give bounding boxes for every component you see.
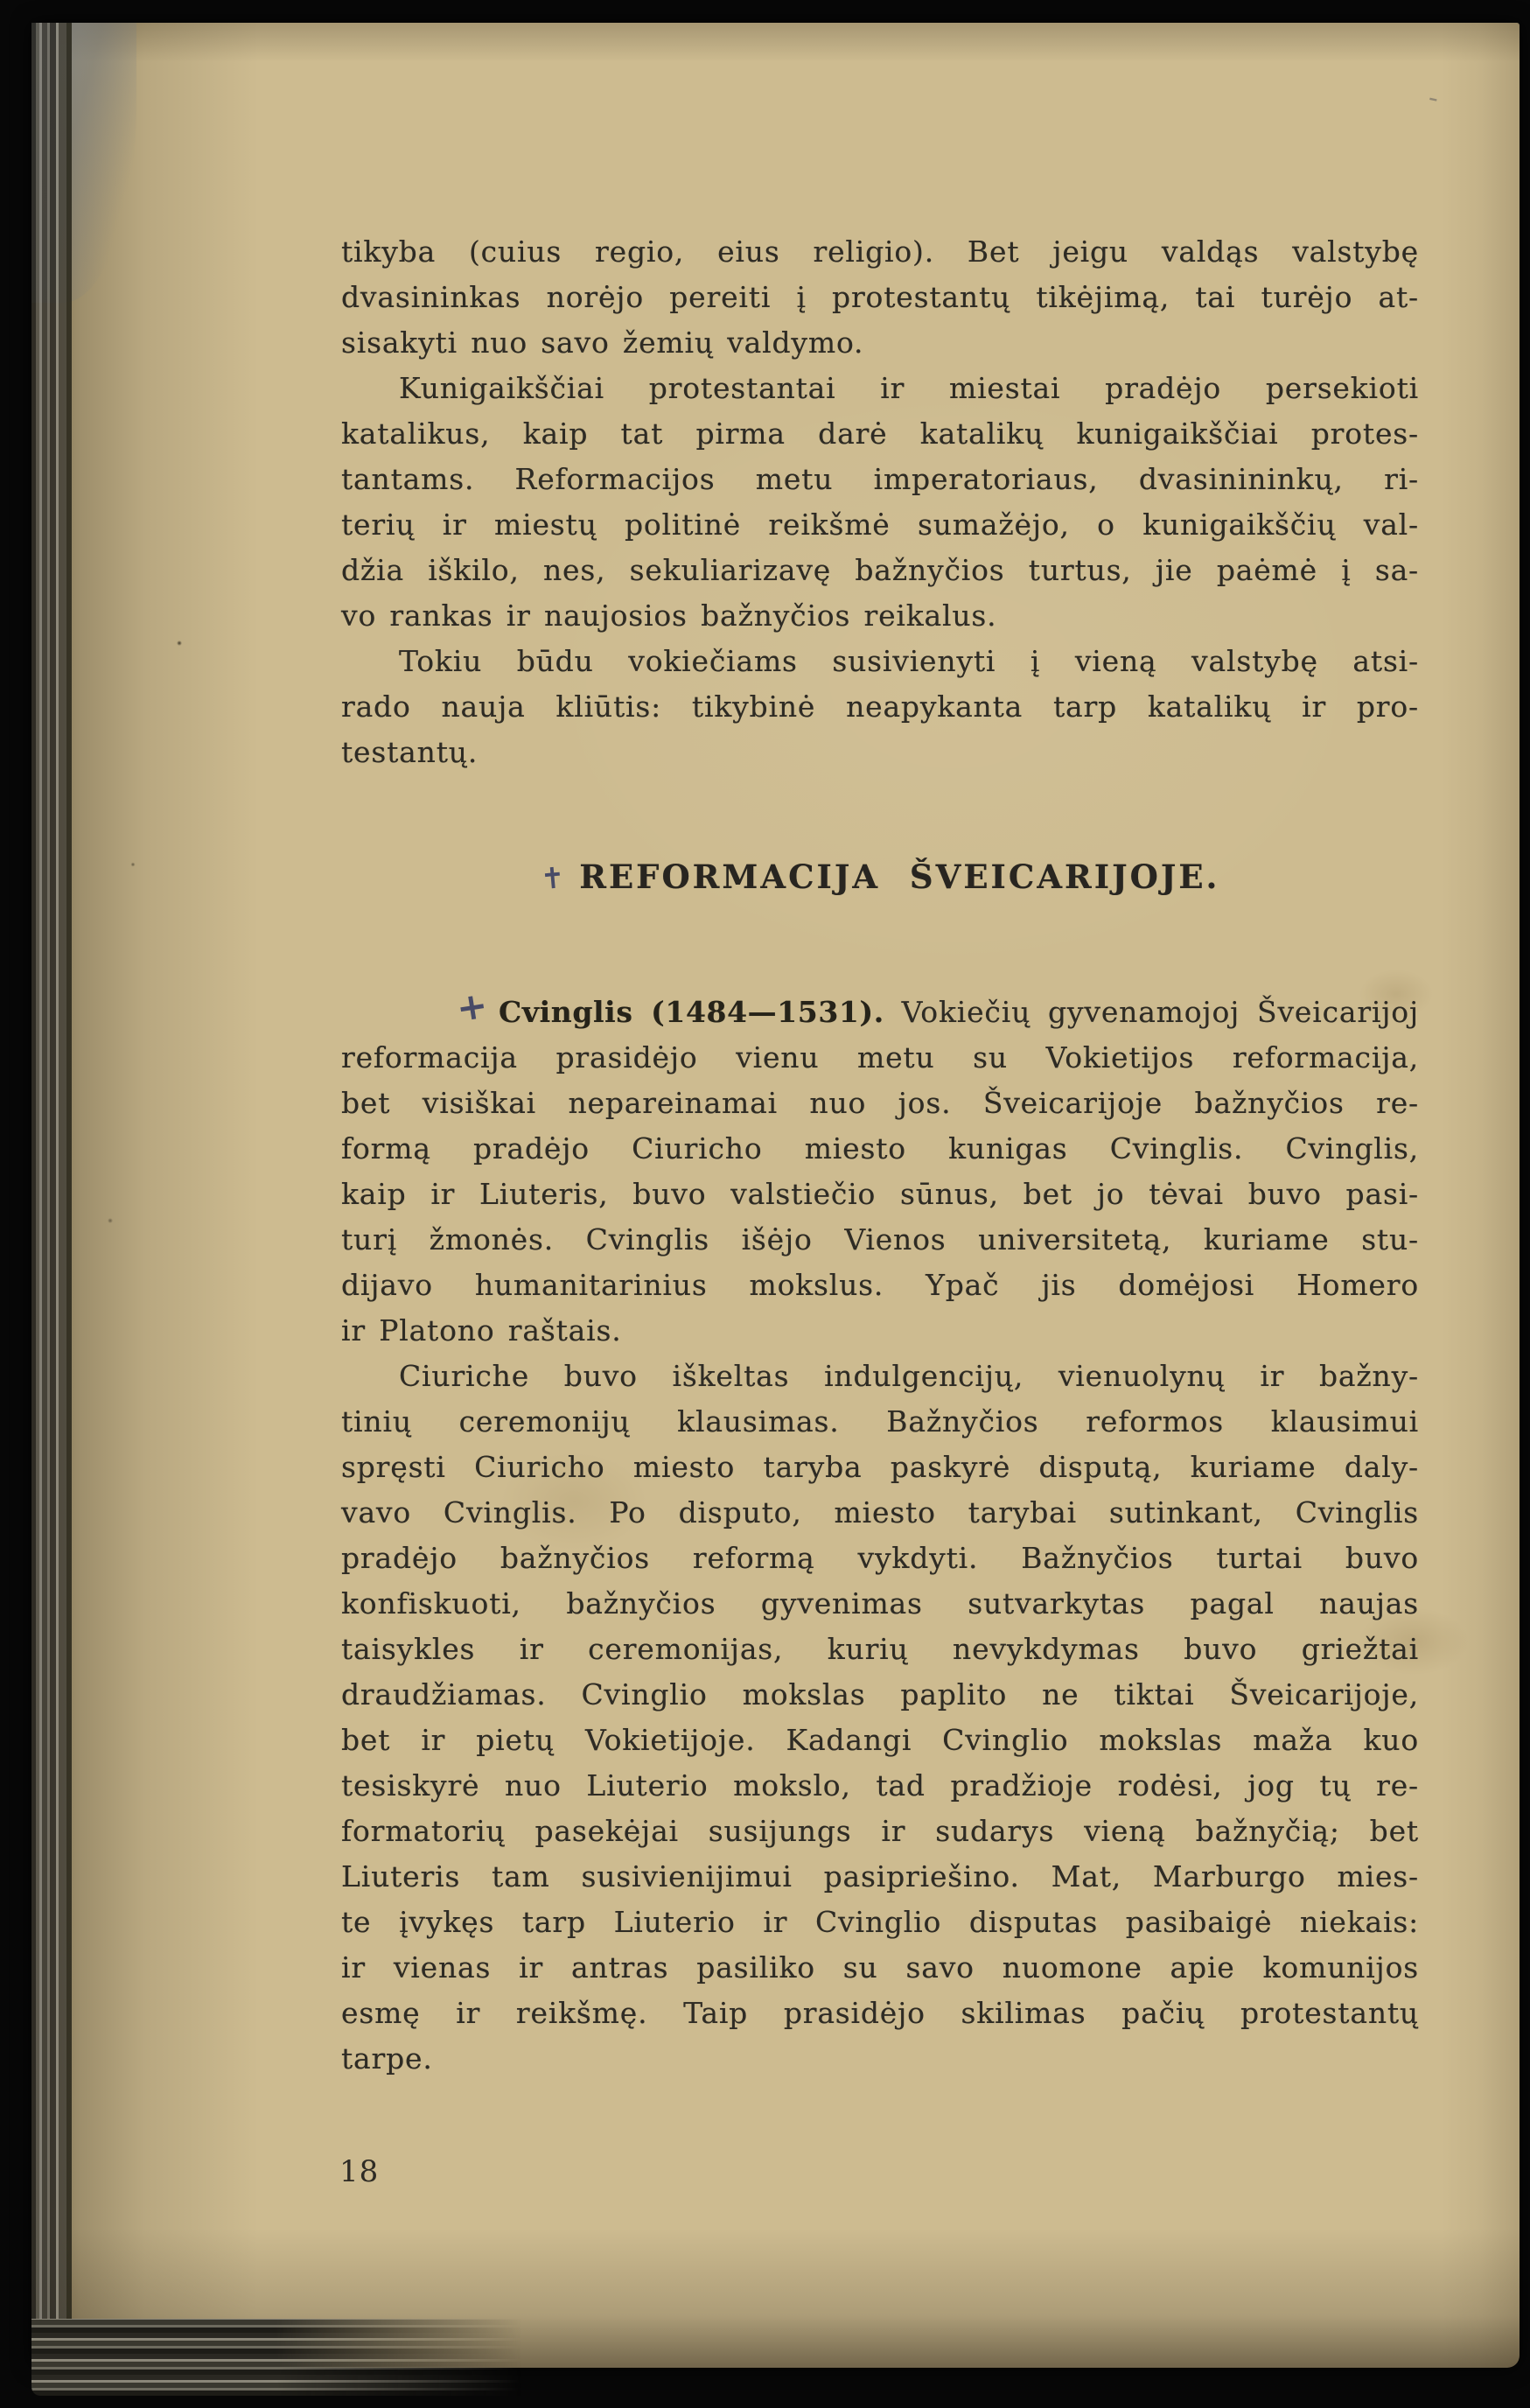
text-line: terių ir miestų politinė reikšmė sumažėjo, o kunigaikščių val- xyxy=(341,508,1419,542)
text-line: turį žmonės. Cvinglis išėjo Vienos universitetą, kuriame stu- xyxy=(341,1222,1419,1256)
text-line: draudžiamas. Cvinglio mokslas paplito ne tiktai Šveicarijoje, xyxy=(341,1677,1419,1712)
text-line: konfiskuoti, bažnyčios gyvenimas sutvarkytas pagal naujas xyxy=(341,1586,1419,1620)
text-line: vo rankas ir naujosios bažnyčios reikalus. xyxy=(341,598,997,633)
text-line: pradėjo bažnyčios reformą vykdyti. Bažnyčios turtai buvo xyxy=(341,1541,1419,1575)
text-line: sisakyti nuo savo žemių valdymo. xyxy=(341,326,864,360)
text-line: te įvykęs tarp Liuterio ir Cvinglio disputas pasibaigė niekais: xyxy=(341,1905,1419,1939)
text-line: ir Platono raštais. xyxy=(341,1313,622,1348)
text-line: Ciuriche buvo iškeltas indulgencijų, vienuolynų ir bažny- xyxy=(399,1359,1419,1393)
bold-term: Cvinglis (1484—1531). xyxy=(499,995,884,1029)
book-page xyxy=(31,23,1520,2368)
text-line: testantų. xyxy=(341,735,479,769)
text-block xyxy=(341,229,1419,2082)
text-line: + Cvinglis (1484—1531). Vokiečių gyvenamojoj Šveicarijoj xyxy=(341,987,1419,1035)
stray-pen-mark: ـ xyxy=(1428,80,1441,108)
text-line: vavo Cvinglis. Po disputo, miesto tarybai sutinkant, Cvinglis xyxy=(341,1495,1419,1530)
text-line: tesiskyrė nuo Liuterio mokslo, tad pradžioje rodėsi, jog tų re- xyxy=(341,1768,1419,1802)
text-line: dvasininkas norėjo pereiti į protestantų tikėjimą, tai turėjo at- xyxy=(341,280,1419,314)
body-text-upper xyxy=(341,229,1419,775)
text-line: rado nauja kliūtis: tikybinė neapykanta tarp katalikų ir pro- xyxy=(341,690,1419,724)
handwritten-cross-icon: ✝ xyxy=(538,859,569,897)
text-line: taisykles ir ceremonijas, kurių nevykdymas buvo griežtai xyxy=(341,1632,1419,1666)
text-line: tantams. Reformacijos metu imperatoriaus, dvasinininkų, ri- xyxy=(341,462,1419,496)
text-line: katalikus, kaip tat pirma darė katalikų kunigaikščiai protes- xyxy=(341,416,1419,451)
text-line: bet visiškai nepareinamai nuo jos. Šveicarijoje bažnyčios re- xyxy=(341,1086,1419,1120)
text-line: kaip ir Liuteris, buvo valstiečio sūnus, bet jo tėvai buvo pasi- xyxy=(341,1177,1419,1211)
text-line: Liuteris tam susivienijimui pasipriešino. Mat, Marburgo mies- xyxy=(341,1859,1419,1894)
text-line: Tokiu būdu vokiečiams susivienyti į vieną valstybę atsi- xyxy=(399,644,1419,678)
text-line: tarpe. xyxy=(341,2041,433,2076)
text-line: džia iškilo, nes, sekuliarizavę bažnyčios turtus, jie paėmė į sa- xyxy=(341,553,1419,587)
body-text-lower xyxy=(341,983,1419,2082)
text-line: spręsti Ciuricho miesto taryba paskyrė disputą, kuriame daly- xyxy=(341,1450,1419,1484)
text-line: ir vienas ir antras pasiliko su savo nuomone apie komunijos xyxy=(341,1950,1419,1984)
page-number: 18 xyxy=(339,2154,380,2189)
handwritten-cross-icon: + xyxy=(453,983,492,1031)
page-stack-bottom-edge xyxy=(31,2319,521,2396)
text-line: formatorių pasekėjai susijungs ir sudarys vieną bažnyčią; bet xyxy=(341,1814,1419,1848)
section-heading xyxy=(341,854,1419,900)
section-heading-text: REFORMACIJA ŠVEICARIJOJE. xyxy=(579,858,1220,896)
text-line: tinių ceremonijų klausimas. Bažnyčios reformos klausimui xyxy=(341,1404,1419,1438)
text-line: Kunigaikščiai protestantai ir miestai pradėjo persekioti xyxy=(399,371,1419,405)
text-line: dijavo humanitarinius mokslus. Ypač jis domėjosi Homero xyxy=(341,1268,1419,1302)
page-stack-left-edge xyxy=(31,23,72,2368)
text-line: tikyba (cuius regio, eius religio). Bet jeigu valdąs valstybę xyxy=(341,234,1419,269)
text-line: esmę ir reikšmę. Taip prasidėjo skilimas pačių protestantų xyxy=(341,1996,1419,2030)
text-line: formą pradėjo Ciuricho miesto kunigas Cvinglis. Cvinglis, xyxy=(341,1131,1419,1166)
text-line: reformacija prasidėjo vienu metu su Vokietijos reformacija, xyxy=(341,1040,1419,1074)
text-line: bet ir pietų Vokietijoje. Kadangi Cvinglio mokslas maža kuo xyxy=(341,1723,1419,1757)
